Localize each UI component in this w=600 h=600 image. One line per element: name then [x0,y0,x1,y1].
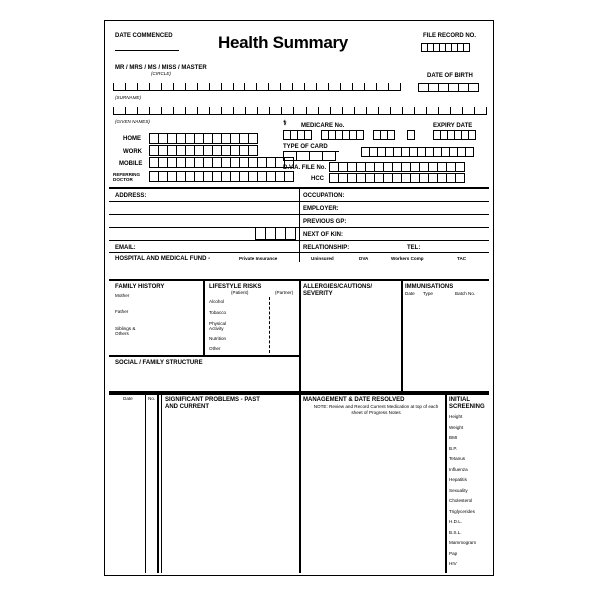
lifestyle-physical: Physical Activity [209,321,227,332]
next-of-kin-line[interactable] [299,240,489,241]
screening-item: H.D.L. [449,519,463,524]
screening-item: Influenza [449,466,468,472]
expiry-date-label: EXPIRY DATE [433,123,473,129]
screening-item: Height [449,414,463,419]
problems-col-date: Date [123,396,133,401]
family-history-heading: FAMILY HISTORY [115,284,165,290]
given-names-field[interactable] [113,107,487,115]
immunisations-heading: IMMUNISATIONS [405,284,454,290]
lifestyle-nutrition: Nutrition [209,336,227,341]
imm-col-batch: Batch No. [455,291,476,296]
hcc-label: HCC [311,176,324,182]
tel-label: TEL: [407,245,421,251]
management-heading: MANAGEMENT & DATE RESOLVED [303,397,405,403]
lifestyle-heading: LIFESTYLE RISKS [209,284,262,290]
screening-item: Cholesterol [449,498,473,503]
medicare-boxes-3[interactable] [373,130,394,140]
screening-item: Triglycerides [449,508,475,514]
card-number-boxes[interactable] [361,147,473,157]
family-father: Father [115,309,129,314]
fund-option-tac[interactable]: TAC [457,256,467,261]
previous-gp-label: PREVIOUS GP: [303,219,347,225]
home-label: HOME [123,136,141,142]
divider [157,394,159,573]
date-commenced-label: DATE COMMENCED [115,33,173,39]
divider [203,279,205,355]
lifestyle-patient: (Patient) [231,290,249,295]
hcc-boxes[interactable] [329,173,464,183]
screening-heading: INITIAL SCREENING [449,397,485,410]
management-note: NOTE: Review and Record Current Medication at top of each sheet of Progress Notes [313,404,439,415]
employer-line[interactable] [299,214,489,215]
postcode-boxes[interactable] [255,227,295,240]
screening-item: Weight [449,424,464,430]
relationship-line[interactable] [299,252,489,253]
imm-col-date: Date [405,291,415,296]
previous-gp-line[interactable] [299,227,489,228]
fund-option-private[interactable]: Private Insurance [239,256,278,261]
fund-option-dva[interactable]: DVA [359,256,369,261]
address-line-4 [109,240,299,241]
surname-hint: (SURNAME) [115,95,142,100]
medicare-no-label: MEDICARE No. [301,123,345,129]
circle-hint: (CIRCLE) [151,71,171,76]
screening-item: B.S.L. [449,529,462,535]
divider [445,394,447,573]
lifestyle-partner: (Partner) [275,290,294,295]
family-siblings: Siblings & Others [115,326,136,337]
file-record-boxes[interactable] [421,43,469,52]
mobile-phone-boxes[interactable] [149,157,293,168]
given-names-hint: (GIVEN NAMES) [115,119,150,124]
fund-option-workers-comp[interactable]: Workers Comp [391,256,424,261]
mobile-label: MOBILE [119,161,143,167]
work-label: WORK [123,149,142,155]
problems-heading: SIGNIFICANT PROBLEMS - PAST AND CURRENT [165,397,260,410]
divider [299,279,301,391]
screening-item: HIV [449,561,457,566]
address-line-2[interactable] [109,214,299,215]
screening-item: B.P. [449,445,458,451]
work-phone-boxes[interactable] [149,145,257,156]
referring-doctor-boxes[interactable] [149,171,293,182]
divider [161,394,162,573]
screening-item: BMI [449,435,458,440]
referring-doctor-label: REFERRING DOCTOR [113,172,141,183]
occupation-label: OCCUPATION: [303,193,345,199]
medicare-boxes-2[interactable] [321,130,363,140]
medicare-issue-box[interactable] [407,130,414,140]
divider [299,188,300,262]
type-of-card-label: TYPE OF CARD [283,144,328,150]
salutation-label: MR / MRS / MS / MISS / MASTER [115,65,207,71]
employer-label: EMPLOYER: [303,206,339,212]
dva-file-label: D.V.A. FILE No. [283,165,327,171]
date-of-birth-label: DATE OF BIRTH [427,73,473,79]
expiry-boxes[interactable] [433,130,475,140]
address-line-1[interactable] [109,201,299,202]
screening-item: Pap [449,550,458,556]
date-commenced-line[interactable] [115,50,179,51]
problems-col-no: No. [148,396,156,401]
allergies-heading: ALLERGIES/CAUTIONS/ SEVERITY [303,284,373,297]
screening-item: Tetanus [449,456,466,461]
screening-item: Mammogram [449,540,477,545]
lifestyle-tobacco: Tobacco [209,310,227,315]
medicare-logo: ⚕ [283,120,287,127]
next-of-kin-label: NEXT OF KIN: [303,232,343,238]
file-record-label: FILE RECORD NO. [423,33,477,39]
divider [401,279,403,391]
imm-col-type: Type [423,291,433,296]
divider [109,355,301,357]
screening-item: Hepatitis [449,477,467,482]
page-title: Health Summary [218,33,348,52]
dva-file-boxes[interactable] [329,162,464,172]
fund-label: HOSPITAL AND MEDICAL FUND - [115,256,211,262]
lifestyle-other: Other [209,346,221,351]
email-line[interactable] [109,252,299,253]
lifestyle-divider [269,297,270,353]
screening-item: Sexuality [449,487,468,493]
address-label: ADDRESS: [115,193,147,199]
email-label: EMAIL: [115,245,136,251]
dob-boxes[interactable] [418,83,478,92]
relationship-label: RELATIONSHIP: [303,245,350,251]
type-of-card-boxes[interactable] [283,151,335,161]
family-mother: Mother [115,293,130,298]
health-summary-form [104,20,494,576]
social-heading: SOCIAL / FAMILY STRUCTURE [115,360,203,366]
medicare-boxes[interactable] [283,130,311,140]
divider [145,394,146,573]
occupation-line[interactable] [299,201,489,202]
home-phone-boxes[interactable] [149,133,257,144]
divider [299,394,301,573]
fund-option-uninsured[interactable]: Uninsured [311,256,334,261]
surname-field[interactable] [113,83,401,91]
lifestyle-alcohol: Alcohol [209,299,225,304]
